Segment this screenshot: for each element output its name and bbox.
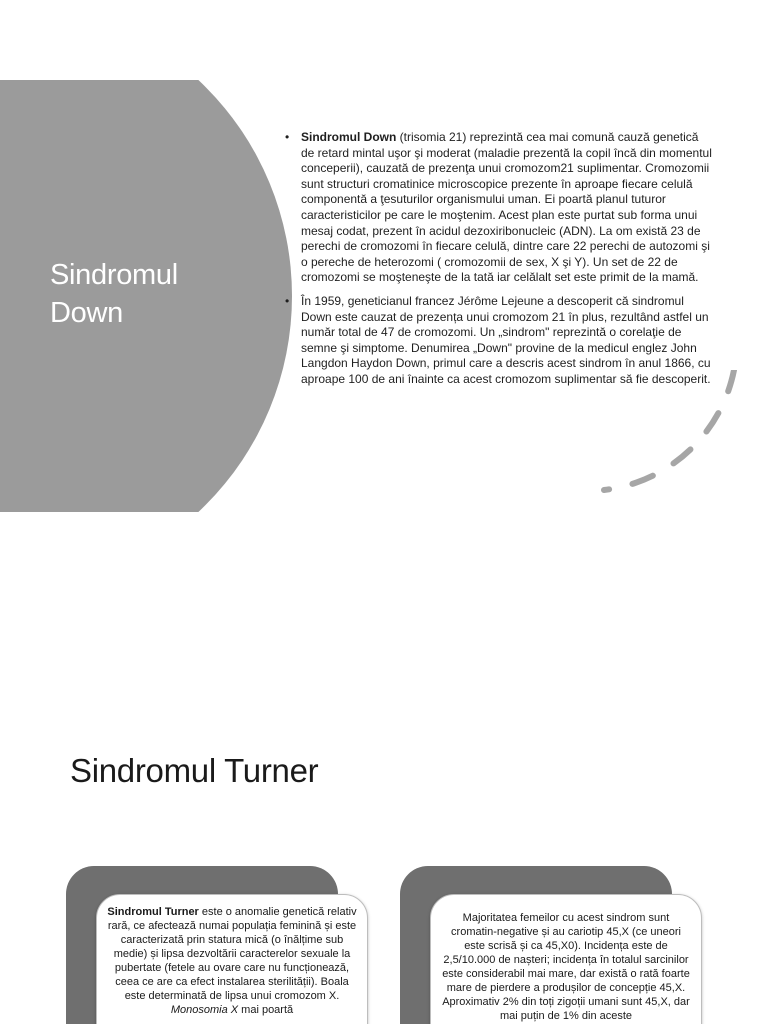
bullet-icon: • xyxy=(285,130,290,144)
slide-sindromul-down xyxy=(0,80,768,512)
card-text: Majoritatea femeilor cu acest sindrom sunt cromatin-negative și au cariotip 45,X (ce uneori este scrisă și ca 45,X0). Incidența este de 2,5/10.000 de nașteri; incidența în totalul sarcinilor este considerabil mai mare, dar există o rată foarte mare de pierdere a produșilor de concepție 45,X. Aproximativ 2% din toți zigoții umani sunt 45,X, dar mai puțin de 1% din aceste xyxy=(442,912,690,1022)
slide-title: Sindromul Down xyxy=(50,259,178,329)
card-text: este o anomalie genetică relativ rară, ce afectează numai populația feminină și este caracterizată prin statura mică (o înălțime sub medie) și lipsa dezvoltării caracterelor sexuale la pubertate (fetele au ovare care nu funcționează, ceea ce are ca efect instalarea sterilității). Boala este determinată de lipsa unui cromozom X. xyxy=(107,906,357,1002)
card-italic-term: Monosomia X xyxy=(170,1004,239,1016)
info-card xyxy=(430,894,702,1024)
bullet-text: În 1959, geneticianul francez Jérôme Lejeune a descoperit că sindromul Down este cauzat de prezența unui cromozom 21 în plus, rezultând astfel un număr total de 47 de cromozomi. Un „sindrom" reprezintă o corelaţie de semne şi simptome. Denumirea „Down" provine de la medicul englez John Langdon Haydon Down, primul care a descris acest sindrom în anul 1866, cu aproape 100 de ani înainte ca acest cromozom suplimentar să fie descoperit. xyxy=(301,293,711,386)
bullet-list xyxy=(285,130,713,396)
card-text: mai poartă xyxy=(238,1004,294,1016)
decorative-dashed-arc xyxy=(596,370,746,500)
slide-title: Sindromul Turner xyxy=(70,752,319,789)
bullet-text: (trisomia 21) reprezintă cea mai comună cauză genetică de retard mintal uşor şi moderat (maladie prezentă la copil încă din momentul conceperii), cauzată de prezenţa unui cromozom21 suplimentar. Cromozomii sunt structuri cromatinice microscopice prezente în aproape fiecare celulă componentă a ţesuturilor organismului uman. Ei poartă planul tuturor caracteristicilor pe care le moştenim. Acest plan este purtat sub forma unui mesaj codat, prezent în acidul dezoxiribonucleic (ADN). La om există 23 de perechi de cromozomi în fiecare celulă, dintre care 22 perechi de autozomi şi o pereche de heterozomi ( cromozomii de sex, X şi Y). Un set de 22 de cromozomi se moşteneşte de la tată iar celălalt set este primit de la mamă. xyxy=(301,130,712,285)
info-card xyxy=(96,894,368,1024)
bullet-bold-term: Sindromul Down xyxy=(301,130,397,144)
bullet-icon: • xyxy=(285,293,290,308)
bullet-item xyxy=(285,130,713,286)
slide-sindromul-turner xyxy=(0,700,768,1024)
card-bold-term: Sindromul Turner xyxy=(107,906,199,918)
